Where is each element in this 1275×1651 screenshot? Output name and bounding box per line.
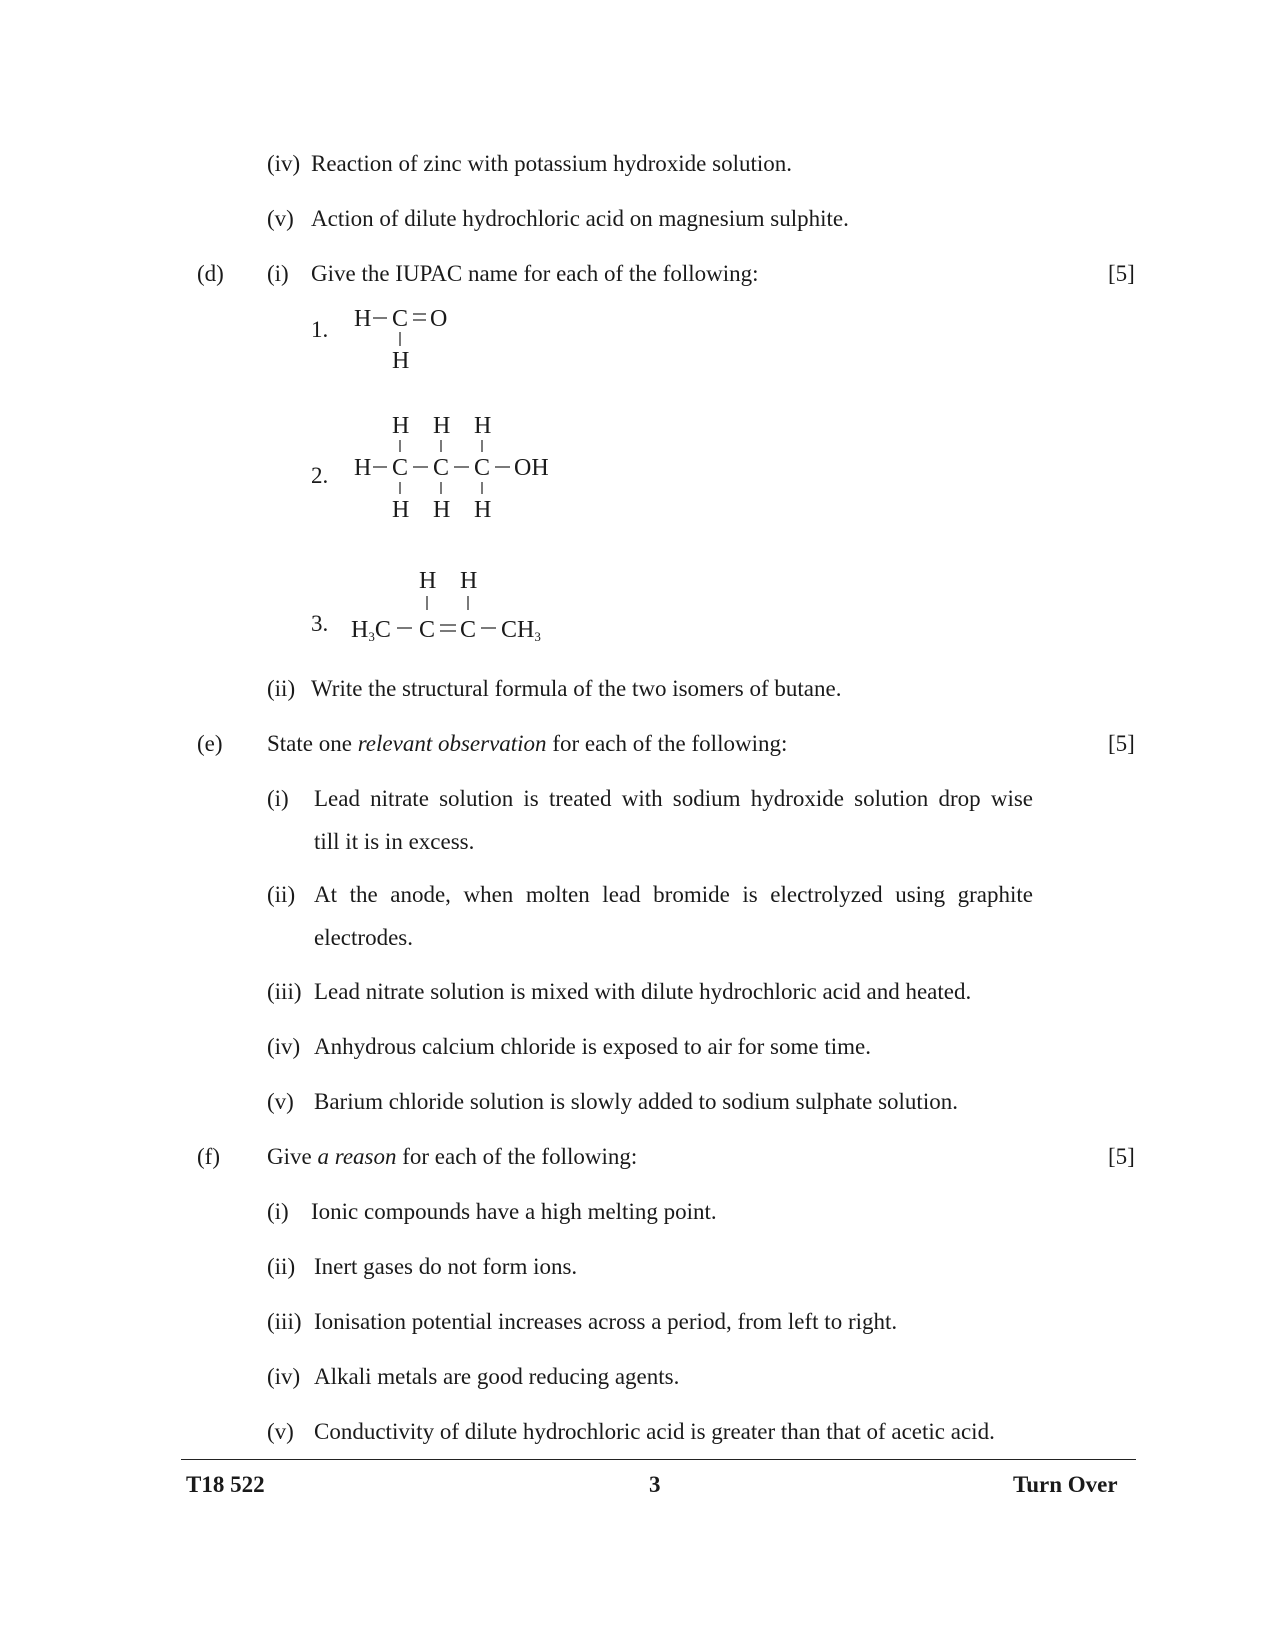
item-v-number: (v) <box>267 206 294 231</box>
structure-1-formula <box>354 306 447 374</box>
section-f-intro: Give a reason for each of the following: <box>267 1144 638 1169</box>
section-e-v-text: Barium chloride solution is slowly added to sodium sulphate solution. <box>314 1089 958 1114</box>
section-e-iii-text: Lead nitrate solution is mixed with dilute hydrochloric acid and heated. <box>314 979 972 1004</box>
section-e-intro: State one relevant observation for each of the following: <box>267 731 788 756</box>
section-e-label: (e) <box>197 731 223 756</box>
svg-text:H: H <box>354 455 372 481</box>
svg-text:H: H <box>354 306 372 332</box>
section-e-i-line1: Lead nitrate solution is treated with sodium hydroxide solution drop wise <box>314 786 1033 811</box>
structure-3-number: 3. <box>311 611 329 636</box>
section-f-v-number: (v) <box>267 1419 294 1444</box>
footer-paper-code: T18 522 <box>186 1472 265 1497</box>
section-e-ii-line2: electrodes. <box>314 925 413 950</box>
footer-page-number: 3 <box>649 1472 661 1497</box>
svg-text:H: H <box>419 568 437 594</box>
structural-formulas <box>0 0 1275 700</box>
section-f-intro-emphasis: a reason <box>317 1144 397 1169</box>
section-f-iii-text: Ionisation potential increases across a period, from left to right. <box>314 1309 898 1334</box>
section-f-iii-number: (iii) <box>267 1309 302 1334</box>
item-v-text: Action of dilute hydrochloric acid on magnesium sulphite. <box>311 206 849 231</box>
svg-text:C: C <box>474 455 491 481</box>
section-e-intro-emphasis: relevant observation <box>357 731 547 756</box>
section-f-ii-number: (ii) <box>267 1254 296 1279</box>
svg-text:H: H <box>460 568 478 594</box>
section-f-ii-text: Inert gases do not form ions. <box>314 1254 578 1279</box>
svg-text:C: C <box>433 455 450 481</box>
section-e-ii-number: (ii) <box>267 882 296 907</box>
section-d-ii-text: Write the structural formula of the two isomers of butane. <box>311 676 842 701</box>
section-f-i-text: Ionic compounds have a high melting point. <box>311 1199 717 1224</box>
section-f-i-number: (i) <box>267 1199 289 1224</box>
section-f-label: (f) <box>197 1144 220 1169</box>
section-e-iv-number: (iv) <box>267 1034 301 1059</box>
svg-text:C: C <box>392 455 409 481</box>
footer-divider <box>181 1459 1136 1460</box>
section-d-i-text: Give the IUPAC name for each of the following: <box>311 261 759 286</box>
section-f-v-text: Conductivity of dilute hydrochloric acid is greater than that of acetic acid. <box>314 1419 995 1444</box>
structure-2-formula <box>354 413 549 523</box>
svg-text:H3C: H3C <box>351 617 391 644</box>
section-f-iv-number: (iv) <box>267 1364 301 1389</box>
svg-text:H: H <box>474 497 492 523</box>
structure-1-number: 1. <box>311 317 329 342</box>
section-e-iii-number: (iii) <box>267 979 302 1004</box>
structure-2-number: 2. <box>311 463 329 488</box>
svg-text:C: C <box>392 306 409 332</box>
svg-text:H: H <box>433 413 451 439</box>
section-d-marks: [5] <box>1108 261 1135 286</box>
svg-text:H: H <box>474 413 492 439</box>
structure-3-formula <box>351 568 541 644</box>
section-e-i-line2: till it is in excess. <box>314 829 475 854</box>
svg-text:H: H <box>392 348 410 374</box>
section-f-iv-text: Alkali metals are good reducing agents. <box>314 1364 680 1389</box>
section-d-label: (d) <box>197 261 224 286</box>
svg-text:O: O <box>430 306 448 332</box>
footer-turn-over: Turn Over <box>1013 1472 1118 1497</box>
section-d-i-number: (i) <box>267 261 289 286</box>
section-e-iv-text: Anhydrous calcium chloride is exposed to air for some time. <box>314 1034 871 1059</box>
svg-text:C: C <box>419 617 436 643</box>
item-iv-text: Reaction of zinc with potassium hydroxide solution. <box>311 151 793 176</box>
svg-text:CH3: CH3 <box>501 617 541 644</box>
section-e-i-number: (i) <box>267 786 289 811</box>
section-e-v-number: (v) <box>267 1089 294 1114</box>
svg-text:H: H <box>392 497 410 523</box>
section-e-ii-line1: At the anode, when molten lead bromide is electrolyzed using graphite <box>314 882 1033 907</box>
svg-text:OH: OH <box>514 455 549 481</box>
item-iv-number: (iv) <box>267 151 301 176</box>
svg-text:H: H <box>433 497 451 523</box>
section-d-ii-number: (ii) <box>267 676 296 701</box>
section-e-marks: [5] <box>1108 731 1135 756</box>
svg-text:C: C <box>460 617 477 643</box>
svg-text:H: H <box>392 413 410 439</box>
section-f-marks: [5] <box>1108 1144 1135 1169</box>
